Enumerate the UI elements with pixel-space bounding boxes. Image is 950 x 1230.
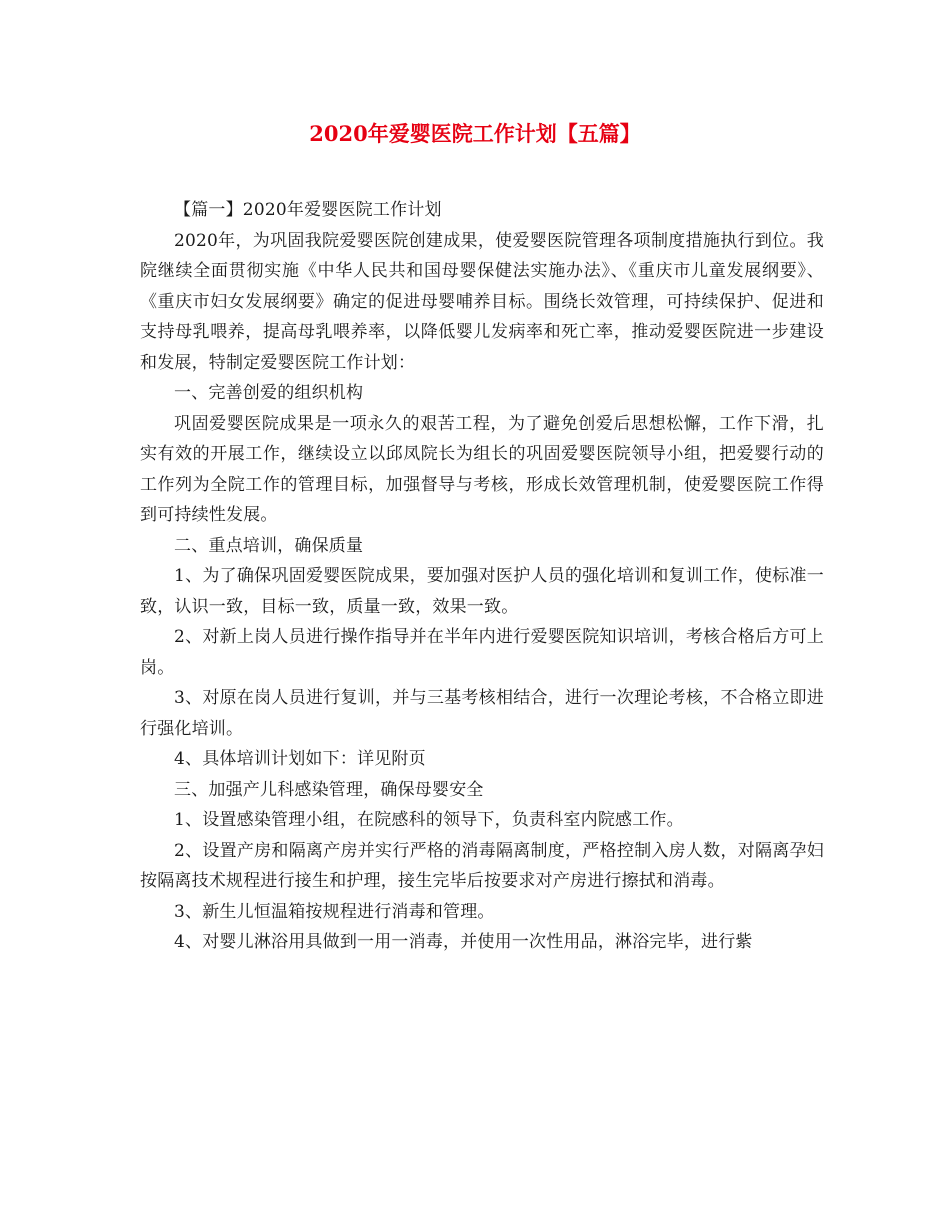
paragraph: 3、新生儿恒温箱按规程进行消毒和管理。 (174, 901, 495, 922)
paragraph: 4、对婴儿淋浴用具做到一用一消毒，并使用一次性用品，淋浴完毕，进行紫 (174, 932, 753, 952)
paragraph: 二、重点培训，确保质量 (174, 535, 364, 556)
paragraph: 3、对原在岗人员进行复训，并与三基考核相结合，进行一次理论考核，不合格立即进行强化培训。 (140, 688, 824, 739)
paragraph: 一、完善创爱的组织机构 (174, 383, 364, 403)
document-body (140, 195, 824, 958)
paragraph: 【篇一】2020年爱婴医院工作计划 (174, 200, 442, 220)
paragraph: 2020年，为巩固我院爱婴医院创建成果，使爱婴医院管理各项制度措施执行到位。我院继续全面贯彻实施《中华人民共和国母婴保健法实施办法》、《重庆市儿童发展纲要》、《重庆市妇女发展纲要》确定的促进母婴哺养目标。围绕长效管理，可持续保护、促进和支持母乳喂养，提高母乳喂养率，以降低婴儿发病率和死亡率，推动爱婴医院进一步建设和发展，特制定爱婴医院工作计划： (140, 230, 824, 373)
paragraph: 巩固爱婴医院成果是一项永久的艰苦工程，为了避免创爱后思想松懈，工作下滑，扎实有效的开展工作，继续设立以邱凤院长为组长的巩固爱婴医院领导小组，把爱婴行动的工作列为全院工作的管理目标，加强督导与考核，形成长效管理机制，使爱婴医院工作得到可持续性发展。 (140, 413, 824, 525)
paragraph: 2、设置产房和隔离产房并实行严格的消毒隔离制度，严格控制入房人数，对隔离孕妇按隔离技术规程进行接生和护理，接生完毕后按要求对产房进行擦拭和消毒。 (140, 840, 824, 891)
paragraph: 1、设置感染管理小组，在院感科的领导下，负责科室内院感工作。 (174, 810, 684, 830)
paragraph: 4、具体培训计划如下：详见附页 (174, 749, 426, 769)
paragraph: 1、为了确保巩固爱婴医院成果，要加强对医护人员的强化培训和复训工作，使标准一致，认识一致，目标一致，质量一致，效果一致。 (140, 566, 824, 617)
paragraph: 三、加强产儿科感染管理，确保母婴安全 (174, 779, 484, 800)
paragraph: 2、对新上岗人员进行操作指导并在半年内进行爱婴医院知识培训，考核合格后方可上岗。 (140, 627, 824, 678)
document-title: 2020年爱婴医院工作计划【五篇】 (309, 121, 641, 146)
